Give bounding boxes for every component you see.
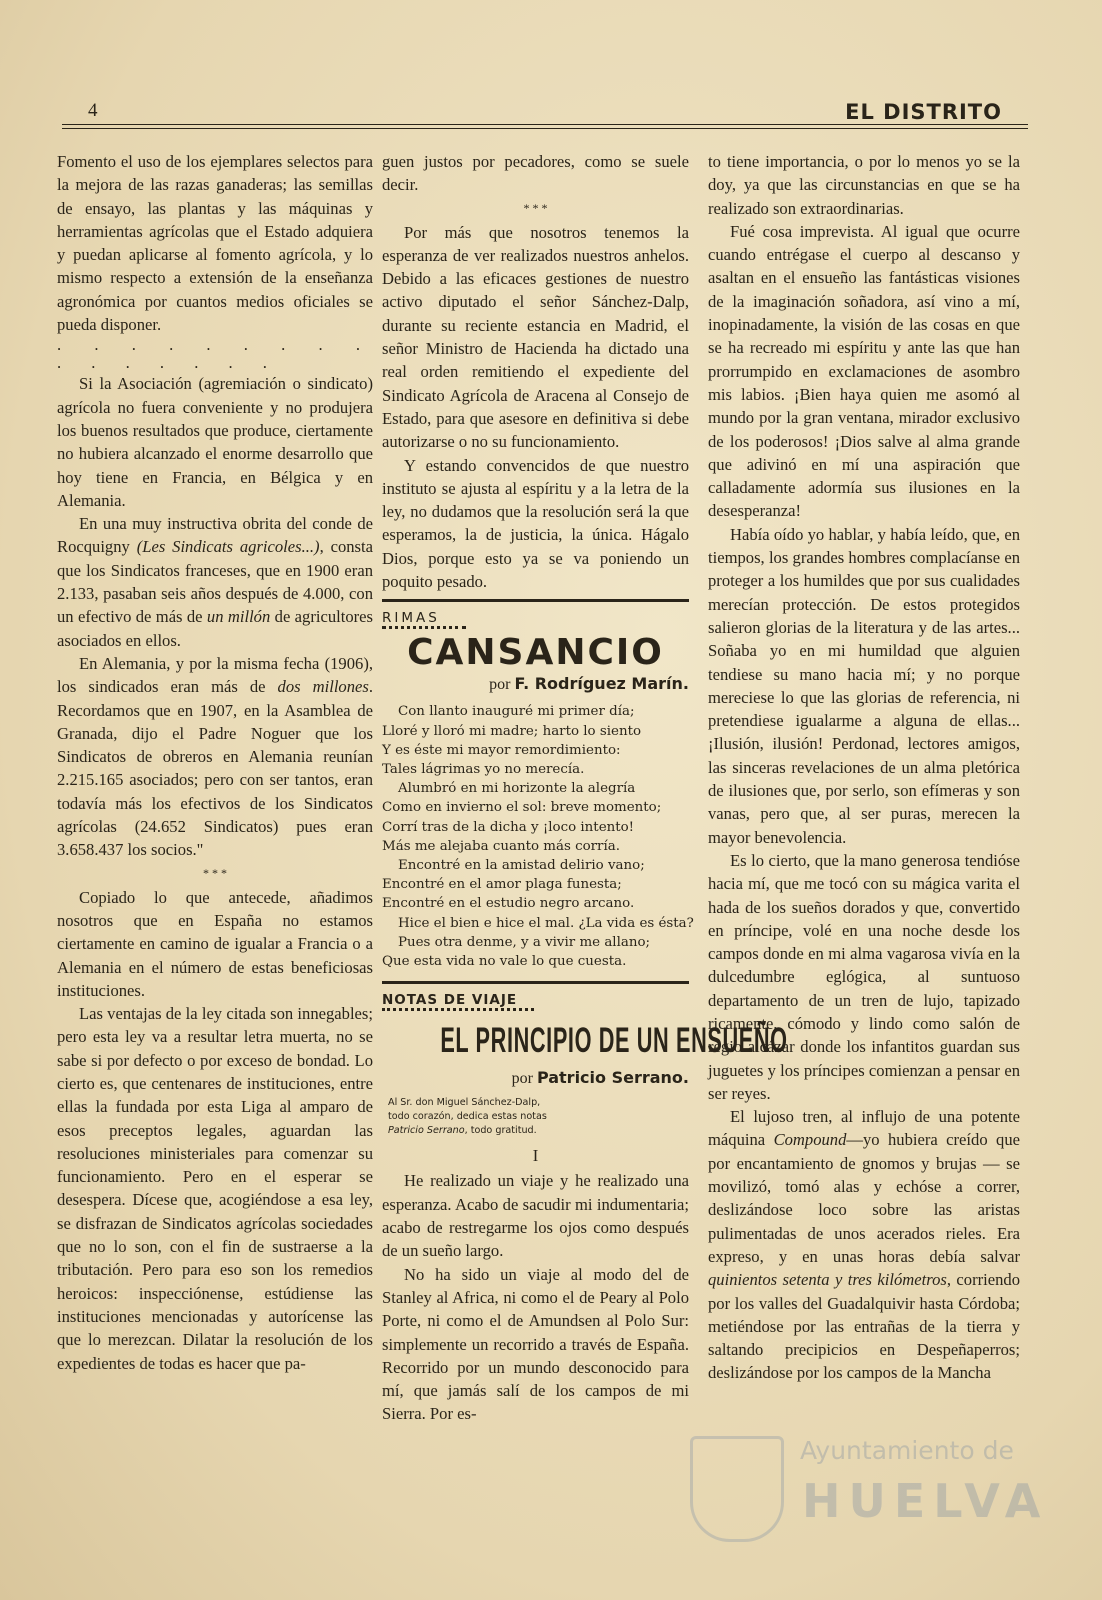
paragraph: Es lo cierto, que la mano generosa tendióse hacia mí, que me tocó con su mágica varita el hada de los sueños dorados y que, convertido en príncipe, volé en una noche desde los campos donde en mi alma vagarosa vivía en la dulcedumbre eglógica, al suntuoso departamento de un tren de lujo, tapizado ricamente, cómodo y lindo como salón de regio alcázar donde los infantitos guardan sus juguetes y los príncipes comienzan a pensar en ser reyes. [708, 850, 1020, 1103]
asterism: * * * [203, 865, 227, 880]
paragraph: En Alemania, y por la misma fecha (1906), los sindicados eran más de dos millones. Recordamos que en 1907, en la Asamblea de Granada, dijo el Padre Noguer que los Sindicatos de obreros en Alemania reunían 2.215.165 asociados; pero con ser tantos, eran todavía más los efectivos de los Sindicatos agrícolas (24.652 Sindicatos) pues eran 3.658.437 los socios." [57, 653, 374, 860]
poem-line: Lloré y lloró mi madre; harto lo siento [382, 723, 642, 739]
shield-icon [690, 1436, 784, 1542]
header-rule [62, 124, 1028, 125]
paragraph: to tiene importancia, o por lo menos yo se la doy, ya que las circunstancias en que se ha realizado son extraordinarias. [708, 152, 1020, 218]
poem-byline: por F. Rodríguez Marín. [489, 674, 689, 694]
paragraph: Si la Asociación (agremiación o sindicato) agrícola no fuera conveniente y no produjera los buenos resultados que produce, ciertamente no hubiera alcanzado el enorme desarrollo que hoy tiene en Francia, en Bélgica y en Alemania. [57, 374, 373, 510]
paragraph: Había oído yo hablar, y había leído, que, en tiempos, los grandes hombres complacíanse en proteger a los humildes que por sus cualidades merecían protección. De estos protegidos salieron glorias de la literatura y de las artes... Soñaba yo en mi humildad que alguien tendiese su mano hacia mí; y no porque mereciese lo que las glorias de referencia, ni pretendiese igualarme a alguna de ellas... ¡Ilusión, ilusión! Perdonad, lectores amigos, las sinceras revelaciones de un alma pletórica de ilusiones que, por serlo, son efímeras y son vanas, pero que, al ser puras, merecen la mayor benevolencia. [708, 524, 1020, 847]
article-byline: por Patricio Serrano. [511, 1068, 689, 1088]
newspaper-title: EL DISTRITO [845, 100, 1002, 124]
asterism: * * * [523, 200, 548, 215]
article-title: EL PRINCIPIO DE UN ENSUEÑO [440, 1021, 788, 1061]
header-rule-2 [62, 128, 1028, 129]
poem-title: CANSANCIO [407, 632, 664, 674]
page-number: 4 [88, 100, 98, 121]
poem-line: Corrí tras de la dicha y ¡loco intento! [382, 819, 635, 835]
watermark-line-1: Ayuntamiento de [800, 1436, 1014, 1465]
poem-line: Con llanto inauguré mi primer día; [398, 704, 635, 720]
paragraph: El lujoso tren, al influjo de una potente máquina Compound—yo hubiera creído que por encantamiento de gnomos y brujas — se movilizó, tomó alas y echóse a correr, deslizándose loco sobre las aristas pulimentadas de unos acerados rieles. Era expreso, y en unas horas debía salvar quinientos setenta y tres kilómetros, corriendo por los valles del Guadalquivir hasta Córdoba; metiéndose por las entrañas de la tierra y saltando precipicios en Despeñaperros; deslizándose por los campos de la Mancha [708, 1107, 1021, 1383]
watermark [690, 1430, 1049, 1540]
poem-line: Como en invierno el sol: breve momento; [382, 800, 662, 816]
paragraph: Por más que nosotros tenemos la esperanza de ver realizados nuestros anhelos. Debido a las eficaces gestiones de nuestro activo diputado el señor Sánchez-Dalp, durante su reciente estancia en Madrid, el señor Ministro de Hacienda ha dictado una real orden remitiendo el expediente del Sindicato Agrícola de Aracena al Consejo de Estado, para que asesore en definitiva si debe autorizarse o no su funcionamiento. [382, 222, 689, 452]
chapter-number: I [532, 1146, 539, 1166]
column-2 [382, 150, 788, 1426]
poem-line: Que esta vida no vale lo que cuesta. [382, 953, 627, 969]
paragraph: He realizado un viaje y he realizado una esperanza. Acabo de sacudir mi indumentaria; acabo de restregarme los ojos como después de un sueño largo. [382, 1171, 689, 1261]
watermark-line-2: HUELVA [802, 1474, 1049, 1528]
section-rule [382, 599, 689, 602]
paragraph: Y estando convencidos de que nuestro instituto se ajusta al espíritu y a la letra de la ley, no dudamos que la resolución será la que esperamos, la de justicia, la única. Hágalo Dios, porque esto ya se va poniendo un poquito pesado. [382, 455, 689, 592]
ellipsis-divider: . . . . . . . . . . . . . . . . [57, 335, 373, 373]
dedication: Al Sr. don Miguel Sánchez-Dalp, todo corazón, dedica estas notas Patricio Serrano, todo gratitud. [388, 1097, 547, 1137]
paragraph: Fomento el uso de los ejemplares selectos para la mejora de las razas ganaderas; las semillas de ensayo, las plantas y las máquinas y herramientas agrícolas que el Estado adquiera y puedan aplicarse al fomento agrícola, y lo mismo respecto a extensión de la enseñanza agronómica por cuantos medios oficiales se pueda disponer. [57, 152, 373, 335]
paragraph: En una muy instructiva obrita del conde de Rocquigny (Les Sindicats agricoles...), consta que los Sindicatos franceses, que en 1900 eran 2.133, pasaban seis años después de 4.000, con un efectivo de más de un millón de agricultores asociados en ellos. [57, 514, 373, 650]
poem-line: Más me alejaba cuanto más corría. [382, 838, 620, 854]
paragraph: guen justos por pecadores, como se suele decir. [382, 152, 689, 195]
section-rule [382, 981, 689, 984]
paragraph: Las ventajas de la ley citada son innegables; pero esta ley va a resultar letra muerta, no se sabe si por defecto o por exceso de bondad. Lo cierto es, que centenares de instituciones, entre ellas la fundada por esta Liga al amparo de esos preceptos legales, aguardan las resoluciones ministeriales para comenzar su funcionamiento. Pero en el esperar se desespera. Dícese que, acogiéndose a esa ley, se disfrazan de Sindicatos agrícolas sociedades que no lo son, con el fin de sustraerse a la tributación. Pero para eso son los remedios heroicos: inspecciónense, estúdiense las instituciones mencionadas y autorícense las que lo merezcan. Dilatar la resolución de los expedientes de todas es hacer que pa- [57, 1004, 373, 1373]
poem-line: Y es éste mi mayor remordimiento: [382, 742, 621, 758]
poem-line: Tales lágrimas yo no merecía. [382, 761, 585, 777]
poem-line: Pues otra denme, y a vivir me allano; [398, 934, 651, 950]
poem-line: Encontré en la amistad delirio vano; [398, 857, 645, 873]
poem-line: Alumbró en mi horizonte la alegría [398, 781, 636, 797]
poem-line: Encontré en el amor plaga funesta; [382, 877, 622, 893]
paragraph: No ha sido un viaje al modo del de Stanley al Africa, ni como el de Peary al Polo Porte, ni como el de Amundsen al Polo Sur: simplemente un recorrido a través de España. Recorrido por un mundo desconocido para mí, que jamás salí de los campos de mi Sierra. Por es- [382, 1264, 689, 1424]
label-underline [382, 1008, 534, 1011]
paragraph: Copiado lo que antecede, añadimos nosotros que en España no estamos ciertamente en camino de igualar a Francia o a Alemania en el número de estas beneficiosas instituciones. [57, 887, 373, 1000]
poem-line: Encontré en el estudio negro arcano. [382, 896, 635, 912]
paragraph: Fué cosa imprevista. Al igual que ocurre cuando entrégase el cuerpo al descanso y asaltan en el ensueño las fantásticas visiones de la imaginación soñadora, así vino a mí, inopinadamente, la visión de las cosas en que se ha recreado mi espíritu y ante las que han prorrumpido en exclamaciones de asombro mis labios. ¡Bien haya quien me asomó al mundo por la gran ventana, mirador exclusivo de los poderosos! ¡Dios salve al alma grande que adivinó en mí una aspiración que calladamente adormía sus ilusiones en la desesperanza! [708, 221, 1020, 521]
column-1 [57, 150, 373, 1375]
column-3 [708, 150, 1020, 1385]
poem-line: Hice el bien e hice el mal. ¿La vida es ésta? [398, 915, 694, 931]
section-label-rimas: RIMAS [382, 610, 440, 627]
label-underline [382, 626, 466, 629]
section-label-notas: NOTAS DE VIAJE [382, 992, 518, 1009]
poem [382, 702, 694, 971]
